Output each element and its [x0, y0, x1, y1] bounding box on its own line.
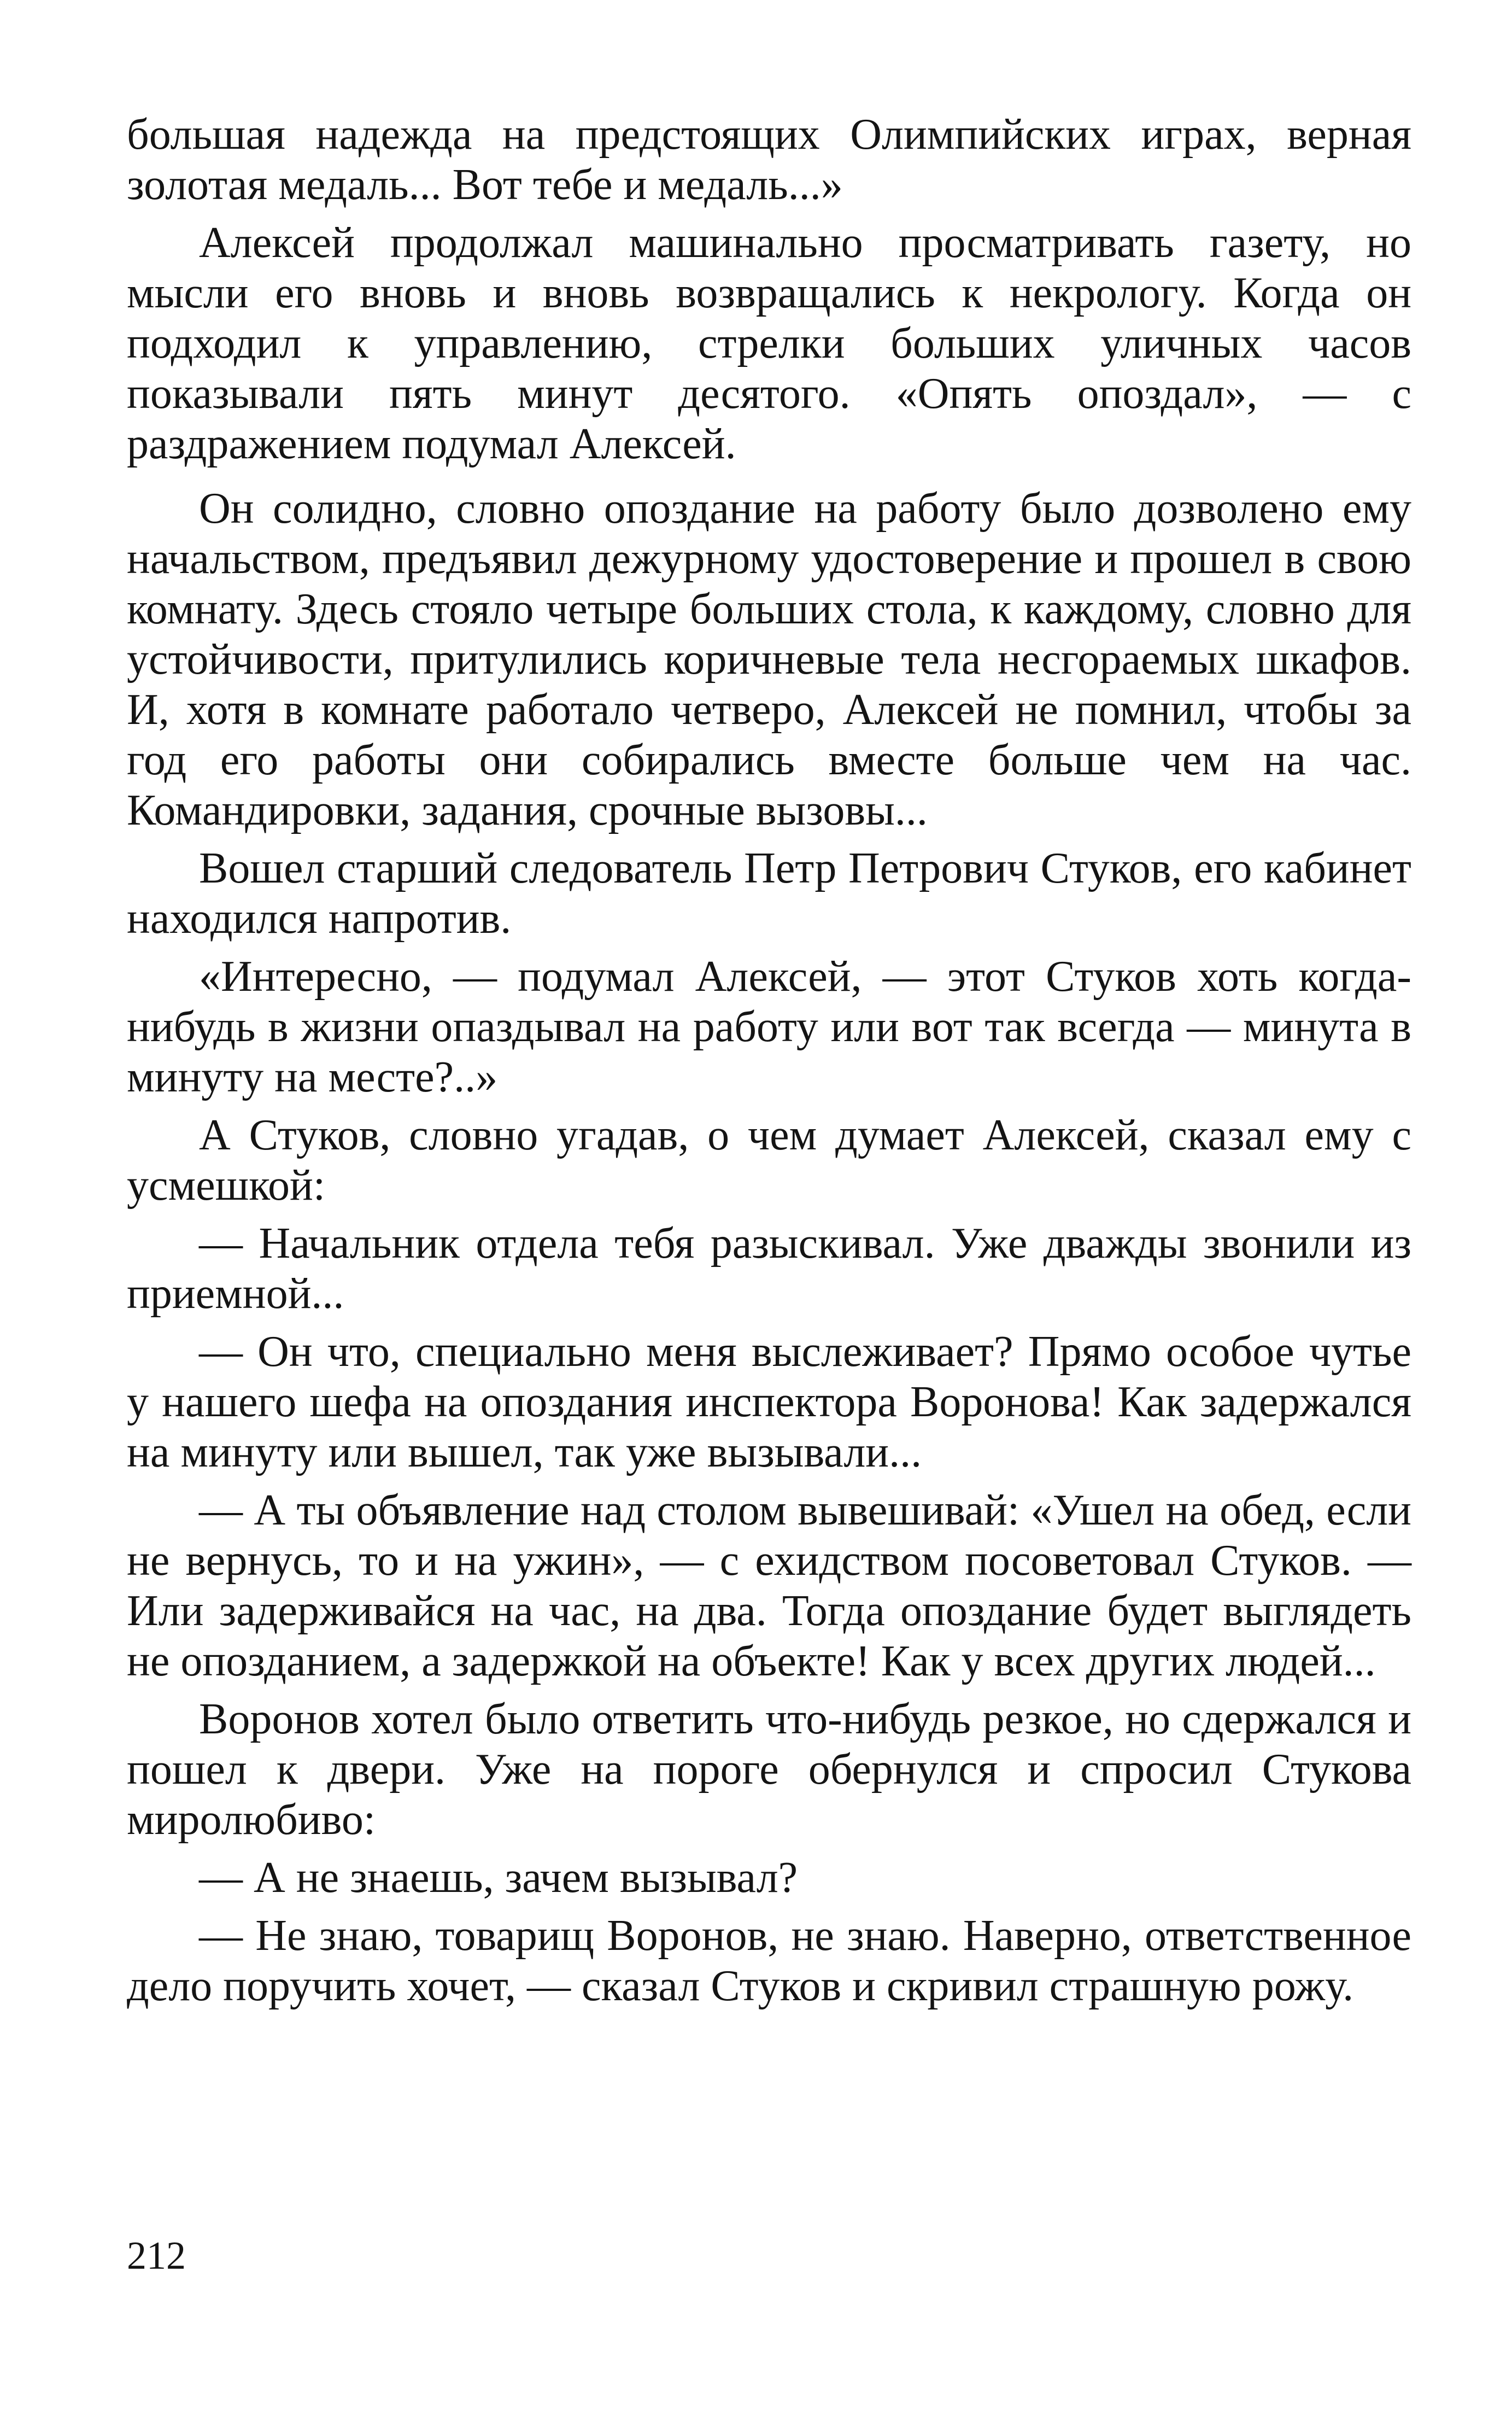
paragraph-3: Он солидно, словно опоздание на работу было дозволено ему начальством, предъявил дежурному удостоверение и прошел в свою комнату. Здесь стояло четыре больших стола, к каждому, словно для устойчивости, притулились коричневые тела несгораемых шкафов. И, хотя в комнате работало четверо, Алексей не помнил, чтобы за год его работы они собирались вместе больше чем на час. Командировки, задания, срочные вызовы... [127, 484, 1411, 834]
page-number: 212 [127, 2234, 186, 2277]
paragraph-5: «Интересно, — подумал Алексей, — этот Стуков хоть когда-нибудь в жизни опаздывал на работу или вот так всегда — минута в минуту на месте?..» [127, 953, 1411, 1101]
page-body [127, 109, 1411, 2019]
paragraph-8: — Он что, специально меня выслеживает? Прямо особое чутье у нашего шефа на опоздания инспектора Воронова! Как задержался на минуту или вышел, так уже вызывали... [127, 1328, 1411, 1476]
paragraph-2: Алексей продолжал машинально просматривать газету, но мысли его вновь и вновь возвращались к некрологу. Когда он подходил к управлению, стрелки больших уличных часов показывали пять минут десятого. «Опять опоздал», — с раздражением подумал Алексей. [127, 219, 1411, 468]
paragraph-10: Воронов хотел было ответить что-нибудь резкое, но сдержался и пошел к двери. Уже на пороге обернулся и спросил Стукова миролюбиво: [127, 1695, 1411, 1844]
paragraph-6: А Стуков, словно угадав, о чем думает Алексей, сказал ему с усмешкой: [127, 1111, 1411, 1210]
paragraph-7: — Начальник отдела тебя разыскивал. Уже дважды звонили из приемной... [127, 1219, 1411, 1318]
paragraph-1: большая надежда на предстоящих Олимпийских играх, верная золотая медаль... Вот тебе и медаль...» [127, 110, 1411, 209]
paragraph-12: — Не знаю, товарищ Воронов, не знаю. Наверно, ответственное дело поручить хочет, — сказал Стуков и скривил страшную рожу. [127, 1912, 1411, 2010]
paragraph-9: — А ты объявление над столом вывешивай: «Ушел на обед, если не вернусь, то и на ужин», — с ехидством посоветовал Стуков. — Или задерживайся на час, на два. Тогда опоздание будет выглядеть не опозданием, а задержкой на объекте! Как у всех других людей... [127, 1486, 1411, 1685]
paragraph-11: — А не знаешь, зачем вызывал? [199, 1854, 798, 1902]
paragraph-4: Вошел старший следователь Петр Петрович Стуков, его кабинет находился напротив. [127, 844, 1411, 943]
